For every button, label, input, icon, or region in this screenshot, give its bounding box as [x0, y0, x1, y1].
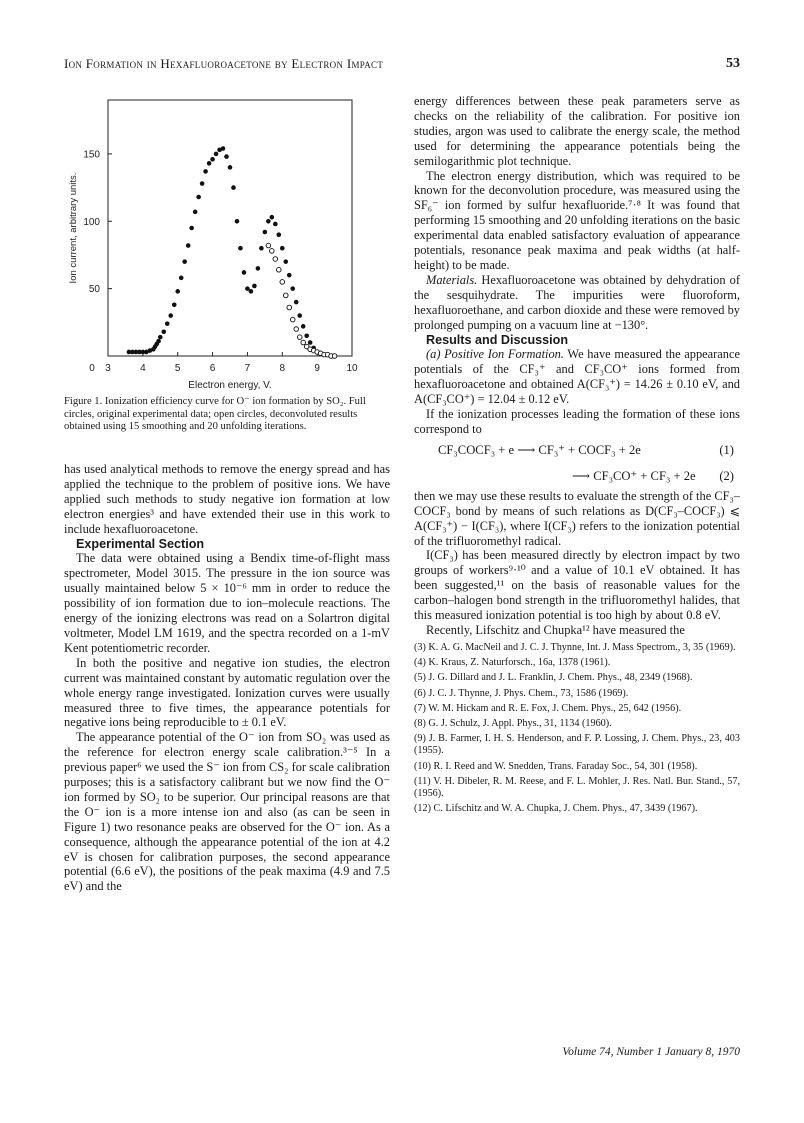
- data-point-filled: [221, 146, 226, 151]
- right-paragraph-5: If the ionization processes leading the formation of these ions correspond to: [414, 407, 740, 436]
- data-point-filled: [207, 161, 212, 166]
- data-point-filled: [283, 259, 288, 264]
- running-title: Ion Formation in Hexafluoroacetone by Electron Impact: [64, 56, 384, 71]
- equation-2-number: (2): [719, 468, 734, 483]
- positive-ion-text: We have measured the appearance potentials of the CF₃⁺ and CF₃CO⁺ ions formed from hexafluoroacetone and obtained A(CF₃⁺) = 14.26 ± 0.10 eV, and A(CF₃CO⁺) = 12.04 ± 0.12 eV.: [414, 347, 740, 407]
- data-point-filled: [256, 266, 261, 271]
- data-point-filled: [301, 324, 306, 329]
- data-point-filled: [270, 215, 275, 220]
- data-point-filled: [266, 219, 271, 224]
- data-point-open: [290, 317, 295, 322]
- right-paragraph-1: energy differences between these peak parameters serve as checks on the reliability of the calibration. For positive ion studies, argon was used to calibrate the energy scale, the method used for determining the appearance potentials being the semilogarithmic plot technique.: [414, 94, 740, 168]
- equation-1-text: CF₃COCF₃ + e ⟶ CF₃⁺ + COCF₃ + 2e: [438, 442, 641, 457]
- right-column: [414, 94, 740, 818]
- left-column: [64, 462, 390, 894]
- data-point-filled: [189, 226, 194, 231]
- reference-item: (11) V. H. Dibeler, R. M. Reese, and F. L. Mohler, J. Res. Natl. Bur. Stand., 57, (1956).: [414, 775, 740, 799]
- data-point-open: [301, 340, 306, 345]
- data-point-filled: [238, 246, 243, 251]
- data-point-filled: [175, 289, 180, 294]
- data-point-filled: [263, 230, 268, 235]
- y-axis-label: Ion current, arbitrary units.: [68, 172, 79, 284]
- reference-item: (4) K. Kraus, Z. Naturforsch., 16a, 1378 (1961).: [414, 657, 611, 669]
- data-point-open: [273, 257, 278, 262]
- materials-lead: Materials.: [426, 272, 478, 287]
- right-paragraph-7: I(CF₃) has been measured directly by electron impact by two groups of workers⁹·¹⁰ and a value of 10.1 eV obtained. It has been suggested,¹¹ on the basis of reasonable values for the carbon–halogen bond strength in the trifluoromethyl halides, that this measured ionization potential is too high by about 0.8 eV.: [414, 548, 740, 623]
- data-point-filled: [186, 243, 191, 248]
- data-point-open: [294, 327, 299, 332]
- data-point-filled: [228, 165, 233, 170]
- positive-ion-lead: (a) Positive Ion Formation.: [426, 347, 564, 362]
- right-paragraph-6: then we may use these results to evaluate the strength of the CF₃–COCF₃ bond by means of such relations as D(CF₃–COCF₃) ⩽ A(CF₃⁺) − I(CF₃), where I(CF₃) refers to the ionization potential of the trifluoromethyl radical.: [414, 488, 740, 548]
- data-point-filled: [297, 313, 302, 318]
- data-point-filled: [249, 289, 254, 294]
- data-point-filled: [294, 300, 299, 305]
- x-tick-label: 4: [140, 363, 146, 374]
- data-point-filled: [308, 340, 313, 345]
- chart-marks: [127, 146, 337, 358]
- x-tick-label: 10: [346, 363, 358, 374]
- running-header: [64, 56, 740, 76]
- data-point-open: [297, 335, 302, 340]
- x-tick-label: 5: [174, 363, 181, 374]
- x-tick-label: 6: [209, 363, 216, 374]
- data-point-open: [270, 249, 275, 254]
- x-tick-label: 8: [279, 363, 286, 374]
- data-point-filled: [210, 157, 215, 162]
- data-point-filled: [156, 339, 161, 344]
- data-point-filled: [165, 321, 170, 326]
- x-tick-label: 7: [244, 363, 251, 374]
- data-point-open: [280, 280, 285, 285]
- reference-item: (5) J. G. Dillard and J. L. Franklin, J. Chem. Phys., 48, 2349 (1968).: [414, 672, 693, 684]
- x-axis-label: Electron energy, V.: [188, 380, 272, 391]
- equation-2-text: ⟶ CF₃CO⁺ + CF₃ + 2e: [572, 468, 696, 483]
- data-point-filled: [196, 195, 201, 200]
- data-point-filled: [158, 335, 163, 340]
- page-number: 53: [726, 56, 740, 71]
- figure-caption: Figure 1. Ionization efficiency curve for O⁻ ion formation by SO₂. Full circles, original experimental data; open circles, deconvoluted results obtained using 15 smoothing and 20 unfolding iterations.: [64, 396, 366, 433]
- x-tick-label: 9: [314, 363, 320, 374]
- figure-1-chart: [64, 92, 390, 392]
- data-point-filled: [179, 276, 184, 281]
- y-tick-label: 100: [83, 216, 100, 228]
- right-paragraph-4: [414, 347, 740, 407]
- data-point-filled: [277, 232, 282, 237]
- x-tick-label: 0: [89, 363, 95, 374]
- right-paragraph-3: [414, 273, 740, 333]
- data-point-open: [287, 305, 292, 310]
- materials-text: Hexafluoroacetone was obtained by dehydration of the sesquihydrate. The impurities were fluoroform, hexafluoroethane, and carbon dioxide and these were removed by prolonged pumping on a vacuum line at −130°.: [414, 272, 740, 332]
- data-point-filled: [193, 210, 198, 215]
- data-point-filled: [203, 169, 208, 174]
- equation-2: [414, 463, 740, 489]
- references-list: [414, 642, 740, 815]
- reference-item: (9) J. B. Farmer, I. H. S. Henderson, and F. P. Lossing, J. Chem. Phys., 23, 403 (1955).: [414, 733, 740, 757]
- reference-item: (7) W. M. Hickam and R. E. Fox, J. Chem. Phys., 25, 642 (1956).: [414, 702, 682, 714]
- left-paragraph-1: has used analytical methods to remove the energy spread and has applied the technique to the problem of positive ions. We have applied such methods to study negative ion formation at low electron energies³ and have extended their use in this work to include hexafluoroacetone.: [64, 462, 390, 536]
- right-paragraph-8: Recently, Lifschitz and Chupka¹² have measured the: [426, 623, 685, 637]
- series-full-circles: [127, 146, 320, 354]
- data-point-filled: [200, 181, 205, 186]
- data-point-filled: [214, 152, 219, 157]
- series-open-circles: [266, 243, 337, 358]
- data-point-filled: [161, 329, 166, 334]
- data-point-filled: [231, 185, 236, 190]
- data-point-filled: [290, 286, 295, 291]
- reference-item: (10) R. I. Reed and W. Snedden, Trans. Faraday Soc., 54, 301 (1958).: [414, 760, 698, 772]
- reference-item: (8) G. J. Schulz, J. Appl. Phys., 31, 1134 (1960).: [414, 717, 612, 729]
- data-point-filled: [235, 219, 240, 224]
- x-tick-label: 3: [105, 363, 111, 374]
- data-point-filled: [242, 270, 247, 275]
- data-point-open: [266, 243, 271, 248]
- equation-1: [414, 437, 740, 463]
- section-title-results: Results and Discussion: [426, 332, 569, 347]
- journal-footer: Volume 74, Number 1 January 8, 1970: [562, 1046, 740, 1058]
- left-paragraph-3: In both the positive and negative ion studies, the electron current was maintained constant by automatic regulation over the whole energy range investigated. Ionization curves were usually measured three to five times, the appearance potentials for negative ions being reproducible to ± 0.1 eV.: [64, 655, 390, 730]
- data-point-filled: [252, 284, 257, 289]
- data-point-filled: [168, 313, 173, 318]
- right-paragraph-2: The electron energy distribution, which was required to be known for the deconvolution procedure, was measured using the SF₆⁻ ion formed by sulfur hexafluoride.⁷·⁸ It was found that performing 15 smoothing and 20 unfolding iterations on the basic experimental data enabled satisfactory evaluation of appearance potentials, resonance peak maxima and peak widths (at half-height) to be made.: [414, 168, 740, 272]
- data-point-filled: [280, 246, 285, 251]
- reference-item: (12) C. Lifschitz and W. A. Chupka, J. Chem. Phys., 47, 3439 (1967).: [414, 803, 698, 815]
- y-tick-label: 150: [83, 149, 100, 161]
- data-point-filled: [273, 222, 278, 227]
- reference-item: (3) K. A. G. MacNeil and J. C. J. Thynne, Int. J. Mass Spectrom., 3, 35 (1969).: [414, 641, 736, 653]
- data-point-filled: [224, 154, 229, 159]
- plot-frame: [108, 100, 352, 356]
- data-point-open: [332, 354, 337, 359]
- data-point-open: [277, 267, 282, 272]
- data-point-filled: [182, 259, 187, 264]
- data-point-open: [283, 293, 288, 298]
- data-point-filled: [304, 333, 309, 338]
- data-point-filled: [172, 303, 177, 308]
- data-point-filled: [259, 246, 264, 251]
- left-paragraph-4: The appearance potential of the O⁻ ion from SO₂ was used as the reference for electron energy scale calibration.³⁻⁵ In a previous paper⁶ we used the S⁻ ion from CS₂ for scale calibration purposes; this is a satisfactory calibrant but we now find the O⁻ ion formed by SO₂ to be superior. Our principal reasons are that the O⁻ ion is a more intense ion and also (as can be seen in Figure 1) two resonance peaks are observed for the O⁻ ion. As a consequence, although the appearance potential of the ion at 4.2 eV is chosen for calibration purposes, the second appearance potential (6.6 eV), the positions of the peak maxima (4.9 and 7.5 eV) and the: [64, 730, 390, 894]
- data-point-filled: [287, 273, 292, 278]
- reference-item: (6) J. C. J. Thynne, J. Phys. Chem., 73, 1586 (1969).: [414, 687, 629, 699]
- y-tick-label: 50: [88, 284, 100, 296]
- section-title-experimental: Experimental Section: [76, 536, 205, 551]
- left-paragraph-2: The data were obtained using a Bendix time-of-flight mass spectrometer, Model 3015. The pressure in the ion source was usually maintained below 5 × 10⁻⁶ mm in order to reduce the possibility of ion formation due to ion–molecule reactions. The energy of the ionizing electrons was read on a Solartron digital voltmeter, Model LM 1619, and the spectra recorded on a 1-mV Kent potentiometric recorder.: [64, 551, 390, 655]
- equation-1-number: (1): [719, 442, 734, 457]
